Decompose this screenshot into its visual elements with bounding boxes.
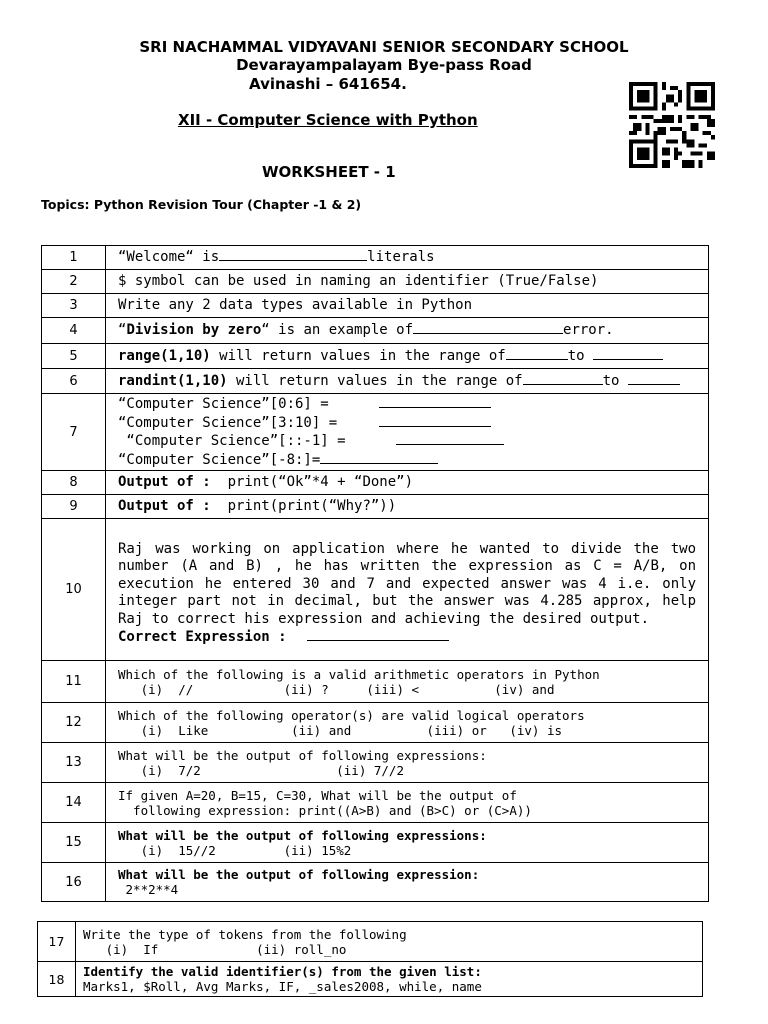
question-number: 1 — [42, 246, 106, 270]
table-row — [42, 743, 709, 783]
worksheet-title: WORKSHEET - 1 — [262, 163, 396, 181]
subject-title: XII - Computer Science with Python — [178, 111, 478, 129]
question-text: What will be the output of following expressions: (i) 15//2 (ii) 15%2 — [106, 823, 709, 863]
question-text: randint(1,10) will return values in the range of to — [106, 369, 709, 394]
table-row — [42, 823, 709, 863]
worksheet-table-2 — [37, 921, 703, 997]
table-row — [42, 344, 709, 369]
topics-line: Topics: Python Revision Tour (Chapter -1 & 2) — [41, 197, 362, 212]
question-number: 14 — [42, 783, 106, 823]
address-line-1: Devarayampalayam Bye-pass Road — [236, 56, 532, 74]
worksheet-table — [41, 245, 709, 902]
table-row — [42, 318, 709, 344]
question-number: 13 — [42, 743, 106, 783]
question-text: range(1,10) will return values in the range of to — [106, 344, 709, 369]
question-text: Which of the following operator(s) are valid logical operators (i) Like (ii) and (iii) or (iv) is — [106, 703, 709, 743]
table-row — [42, 519, 709, 661]
question-text: Output of : print(“Ok”*4 + “Done”) — [106, 471, 709, 495]
school-name: SRI NACHAMMAL VIDYAVANI SENIOR SECONDARY SCHOOL — [139, 38, 629, 56]
question-number: 3 — [42, 294, 106, 318]
question-number: 2 — [42, 270, 106, 294]
table-row — [42, 703, 709, 743]
question-number: 15 — [42, 823, 106, 863]
question-text: $ symbol can be used in naming an identifier (True/False) — [106, 270, 709, 294]
table-row — [42, 471, 709, 495]
question-number: 8 — [42, 471, 106, 495]
question-text: What will be the output of following expression: 2**2**4 — [106, 863, 709, 902]
question-number: 7 — [42, 394, 106, 471]
question-text: “Computer Science”[0:6] = “Computer Science”[3:10] = “Computer Science”[::-1] = “Computer Science”[-8:]= — [106, 394, 709, 471]
table-row — [42, 369, 709, 394]
table-row — [42, 495, 709, 519]
table-row — [42, 294, 709, 318]
table-row — [42, 394, 709, 471]
question-number: 10 — [42, 519, 106, 661]
question-text: What will be the output of following expressions: (i) 7/2 (ii) 7//2 — [106, 743, 709, 783]
question-text: “Welcome“ is literals — [106, 246, 709, 270]
question-number: 11 — [42, 661, 106, 703]
table-row — [38, 922, 703, 962]
question-text: Write the type of tokens from the following (i) If (ii) roll_no — [76, 922, 703, 962]
question-text: Output of : print(print(“Why?”)) — [106, 495, 709, 519]
question-text: Raj was working on application where he wanted to divide the two number (A and B) , he has written the expression as C = A/B, on execution he entered 30 and 7 and expected answer was 4 i.e. only integer part not in decimal, but the answer was 4.285 approx, help Raj to correct his expression and achieving the desired output. Correct Expression : — [106, 519, 709, 661]
question-number: 17 — [38, 922, 76, 962]
question-text: “Division by zero“ is an example of error. — [106, 318, 709, 344]
question-number: 16 — [42, 863, 106, 902]
question-number: 4 — [42, 318, 106, 344]
question-text: Identify the valid identifier(s) from the given list: Marks1, $Roll, Avg Marks, IF, _sales2008, while, name — [76, 962, 703, 997]
address-line-2: Avinashi – 641654. — [249, 75, 407, 93]
question-text: Write any 2 data types available in Python — [106, 294, 709, 318]
question-number: 18 — [38, 962, 76, 997]
question-number: 12 — [42, 703, 106, 743]
table-row — [38, 962, 703, 997]
question-number: 9 — [42, 495, 106, 519]
qr-code-icon — [629, 80, 715, 170]
table-row — [42, 863, 709, 902]
question-number: 6 — [42, 369, 106, 394]
question-number: 5 — [42, 344, 106, 369]
table-row — [42, 661, 709, 703]
question-text: Which of the following is a valid arithmetic operators in Python (i) // (ii) ? (iii) < (iv) and — [106, 661, 709, 703]
table-row — [42, 246, 709, 270]
table-row — [42, 783, 709, 823]
question-text: If given A=20, B=15, C=30, What will be the output of following expression: print((A>B) and (B>C) or (C>A)) — [106, 783, 709, 823]
table-row — [42, 270, 709, 294]
